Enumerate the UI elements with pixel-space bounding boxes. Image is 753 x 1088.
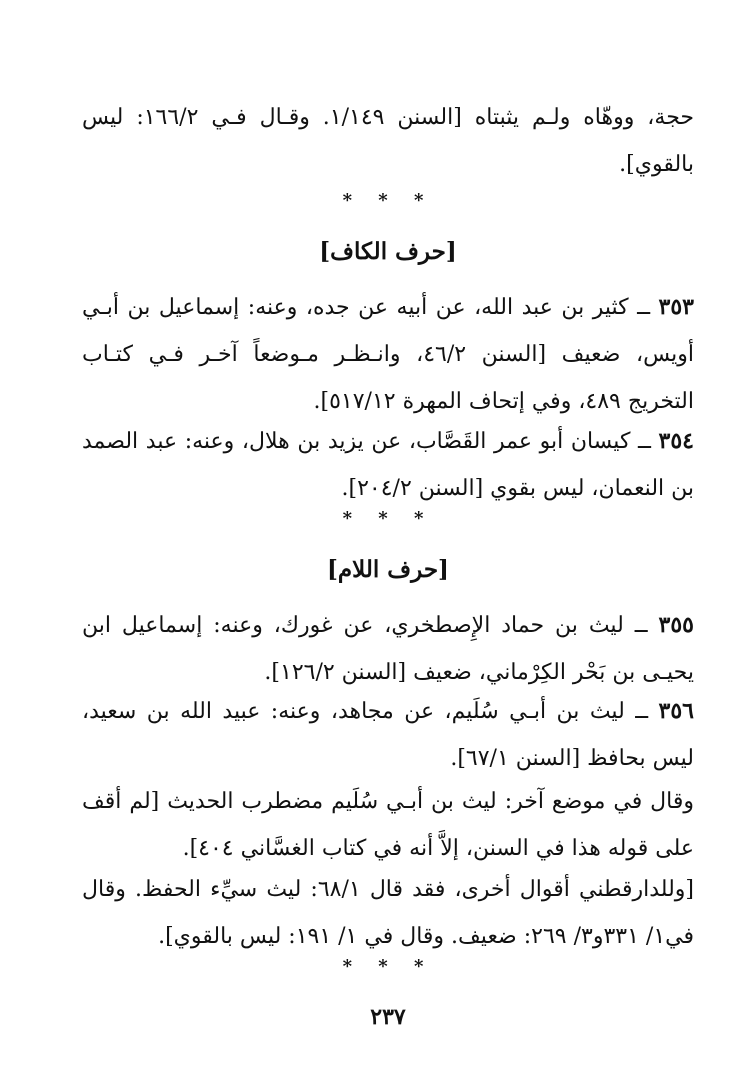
entry-text: ــ ليث بن أبـي سُلَيم، عن مجاهد، وعنه: عبيد الله بن سعيد، ليس بحافظ [السنن ٦٧/١]. [82, 699, 694, 771]
page-number: ٢٣٧ [370, 1004, 406, 1030]
entry-354 [82, 418, 694, 512]
intro-paragraph: حجة، ووهّاه ولـم يثبتاه [السنن ١/١٤٩. وقـال فـي ١٦٦/٢: ليس بالقوي]. [82, 105, 694, 177]
book-page [82, 90, 694, 1050]
separator-stars: * * * [342, 508, 434, 529]
entry-number: ٣٥٦ [658, 698, 694, 724]
entry-number: ٣٥٤ [658, 428, 694, 454]
entry-text: ــ ليث بن حماد الإِصطخري، عن غورك، وعنه: إسماعيل ابن يحيـى بن بَحْر الكِرْماني، ضعيف [السنن ١٢٦/٢]. [82, 613, 694, 685]
entry-text: ــ كيسان أبو عمر القَصَّاب، عن يزيد بن هلال، وعنه: عبد الصمد بن النعمان، ليس بقوي [السنن ٢٠٤/٢]. [82, 429, 694, 501]
entry-text: ــ كثير بن عبد الله، عن أبيه عن جده، وعنه: إسماعيل بن أبـي أويس، ضعيف [السنن ٤٦/٢، وانـظـر مـوضعاً آخـر فـي كتـاب التخريج ٤٨٩، وفي إتحاف المهرة ٥١٧/١٢]. [82, 295, 694, 414]
entry-356-note: وقال في موضع آخر: ليث بن أبـي سُلَيم مضطرب الحديث [لم أقف على قوله هذا في السنن، إلاَّ أنه في كتاب الغسَّاني ٤٠٤]. [82, 789, 694, 861]
section-heading-kaf: [حرف الكاف] [319, 238, 457, 265]
entry-number: ٣٥٥ [658, 612, 694, 638]
entry-355 [82, 602, 694, 696]
separator-stars: * * * [342, 190, 434, 211]
separator-stars: * * * [342, 956, 434, 977]
section-heading-lam: [حرف اللام] [327, 556, 449, 583]
daraqutni-note: [وللدارقطني أقوال أخرى، فقد قال ٦٨/١: ليث سيِّء الحفظ. وقال في١/ ٣٣١و٣/ ٢٦٩: ضعيف. وقال في ١/ ١٩١: ليس بالقوي]. [82, 877, 694, 949]
entry-353 [82, 284, 694, 425]
entry-number: ٣٥٣ [658, 294, 694, 320]
entry-356 [82, 688, 694, 782]
